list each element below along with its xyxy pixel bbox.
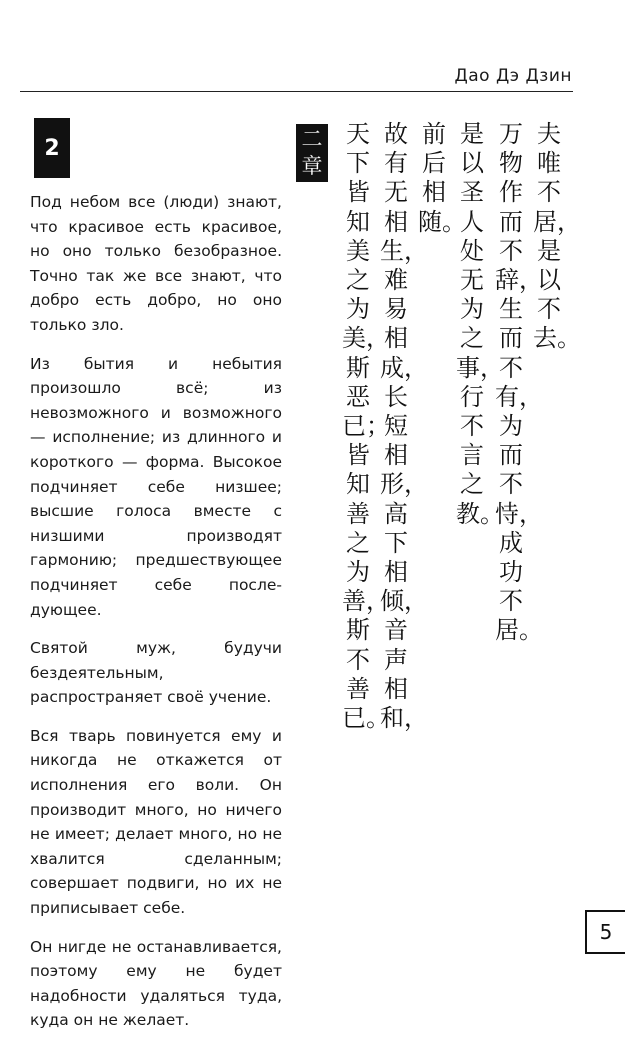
chinese-text-column: 万物作而不辞，生而不有，为而不恃，成功不居。 (495, 120, 543, 645)
running-header-title: Дао Дэ Дзин (454, 66, 572, 86)
chinese-text-column: 天下皆知美之为美，斯恶已；皆知善之为善，斯不善已。 (342, 120, 390, 733)
paragraph: Под небом все (люди) знают, что красивое есть красивое, но оно только безобразное. Точно так же все знают, что добро есть добро, но оно только зло. (30, 193, 282, 334)
chinese-chapter-label (296, 124, 328, 182)
chapter-label-char: 二 (301, 127, 323, 151)
chinese-text-column: 是以圣人处无为之事，行不言之教。 (456, 120, 504, 528)
chinese-text-column: 故有无相生，难易相成，长短相形，高下相倾，音声相和， (380, 120, 428, 733)
chinese-text-column: 夫唯不居，是以不去。 (533, 120, 581, 353)
chinese-text-column: 前后相随。 (418, 120, 466, 236)
russian-translation (30, 190, 282, 1047)
paragraph: Вся тварь повинуется ему и никогда не откажется от исполнения его воли. Он производит много, но ничего не имеет; делает много, но не хвалится сделанным; совершает подвиги, но их не приписывает себе. (30, 726, 282, 918)
header-rule (20, 91, 573, 92)
paragraph: Святой муж, будучи бездеятельным, распространяет своё учение. (30, 639, 282, 707)
page-number: 5 (585, 910, 625, 954)
paragraph: Он нигде не останавливается, поэтому ему не будет надобности удаляться туда, куда он не желает. (30, 937, 282, 1030)
chapter-label-char: 章 (301, 154, 323, 178)
chapter-number-badge: 2 (34, 118, 70, 178)
paragraph: Из бытия и небытия произошло всё; из невозможного и возможного — исполнение; из длинного и короткого — форма. Высокое подчиняет себе низшее; высшие голоса вместе с низшими производят гармонию; предшествующее подчиняет себе последующее. (30, 354, 282, 619)
